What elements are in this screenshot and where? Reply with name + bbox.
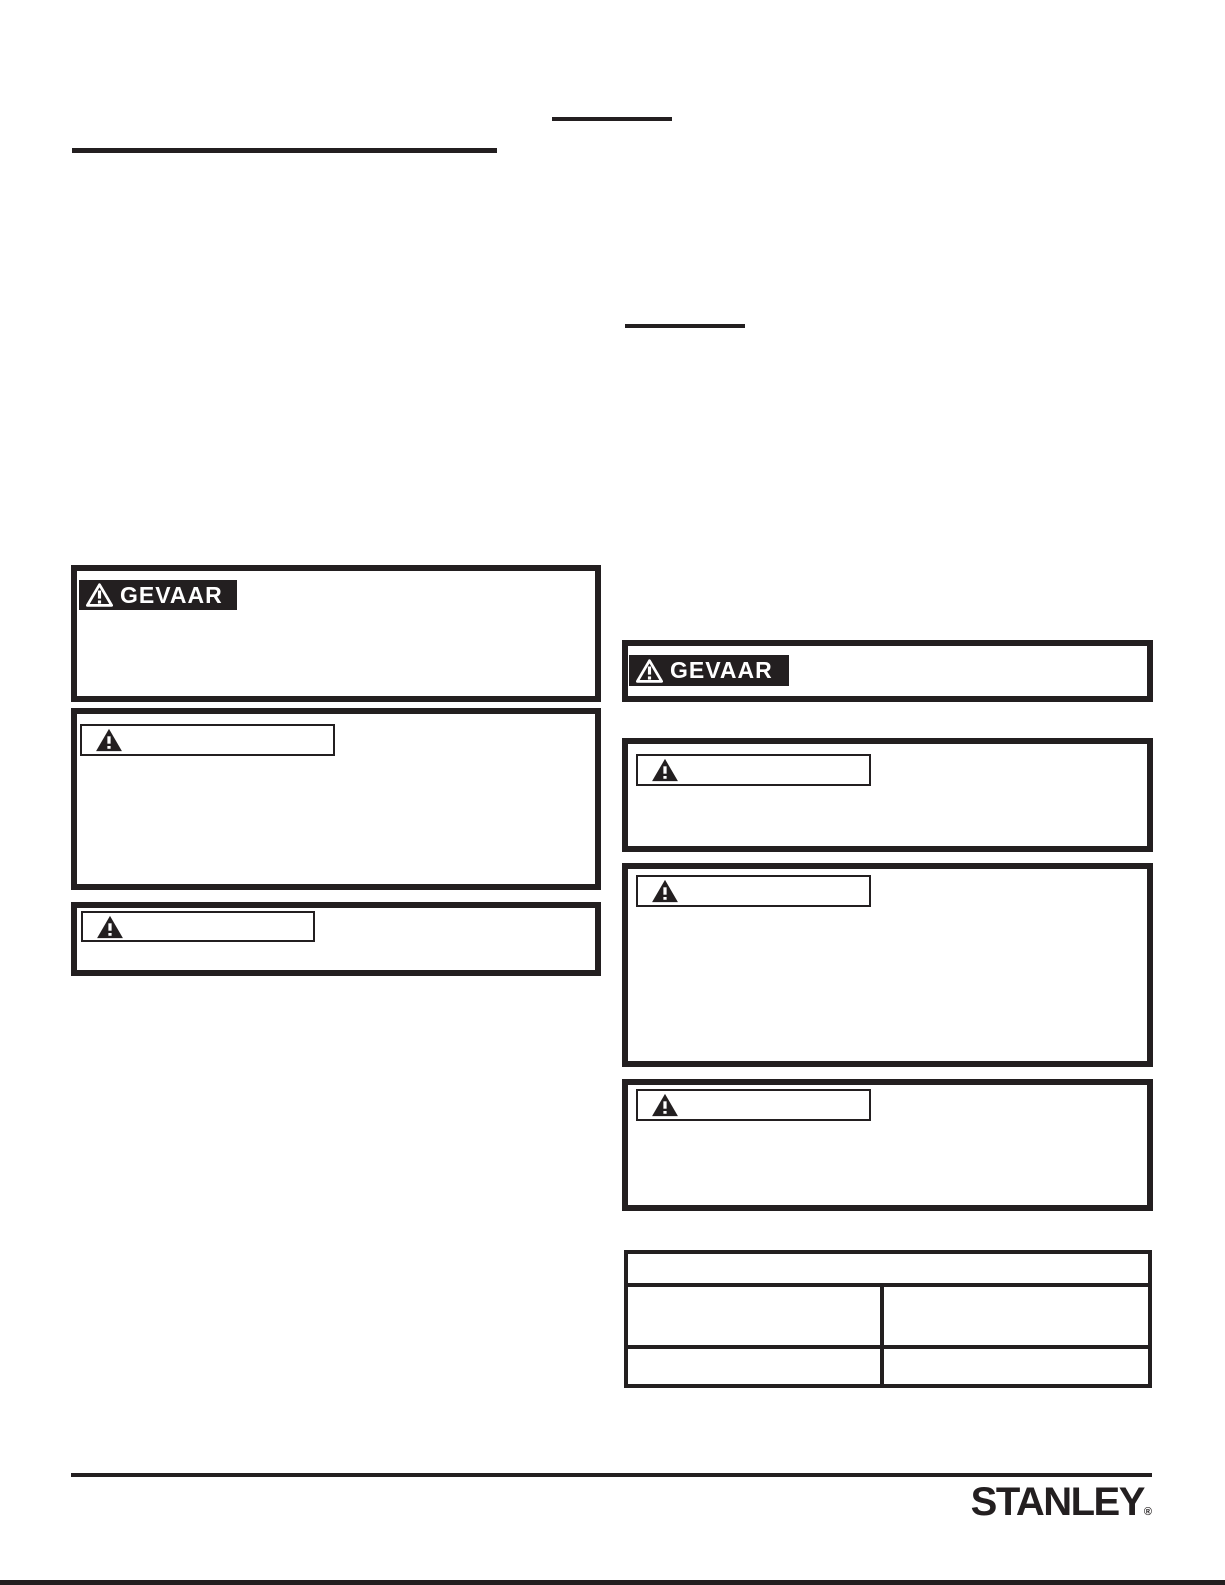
table-column-divider xyxy=(880,1283,884,1384)
signal-word-header xyxy=(81,911,315,942)
warning-triangle-icon xyxy=(651,879,679,903)
warning-box-right-3 xyxy=(622,1079,1153,1211)
warning-box-left-bottom xyxy=(71,902,601,976)
signal-word-header xyxy=(636,1089,871,1121)
section-underline-right-mid xyxy=(625,324,745,328)
danger-box-right xyxy=(622,640,1153,702)
table-row-divider xyxy=(628,1345,1148,1349)
signal-word-header xyxy=(80,724,335,756)
danger-band xyxy=(79,580,237,610)
warning-triangle-icon xyxy=(636,659,663,683)
danger-box-left xyxy=(71,565,601,702)
stanley-logo xyxy=(971,1482,1152,1522)
heading-underline-left xyxy=(72,148,497,153)
section-underline-right-top xyxy=(552,117,672,121)
page-bottom-edge xyxy=(0,1580,1225,1585)
warning-triangle-icon xyxy=(86,583,113,607)
warning-triangle-icon xyxy=(651,758,679,782)
brand-name: STANLEY xyxy=(970,1480,1144,1524)
table-row-divider xyxy=(628,1283,1148,1287)
warning-triangle-icon xyxy=(95,728,123,752)
warning-triangle-icon xyxy=(651,1093,679,1117)
registered-trademark-symbol: ® xyxy=(1143,1506,1152,1518)
signal-word-header xyxy=(636,754,871,786)
spec-table xyxy=(624,1250,1152,1388)
danger-label: GEVAAR xyxy=(670,657,773,683)
warning-triangle-icon xyxy=(96,915,124,939)
footer-rule xyxy=(71,1473,1152,1477)
warning-box-right-2 xyxy=(622,863,1153,1067)
warning-box-left-top xyxy=(71,708,601,890)
warning-box-right-1 xyxy=(622,738,1153,852)
danger-band xyxy=(629,655,789,686)
signal-word-header xyxy=(636,875,871,907)
danger-label: GEVAAR xyxy=(120,581,223,608)
